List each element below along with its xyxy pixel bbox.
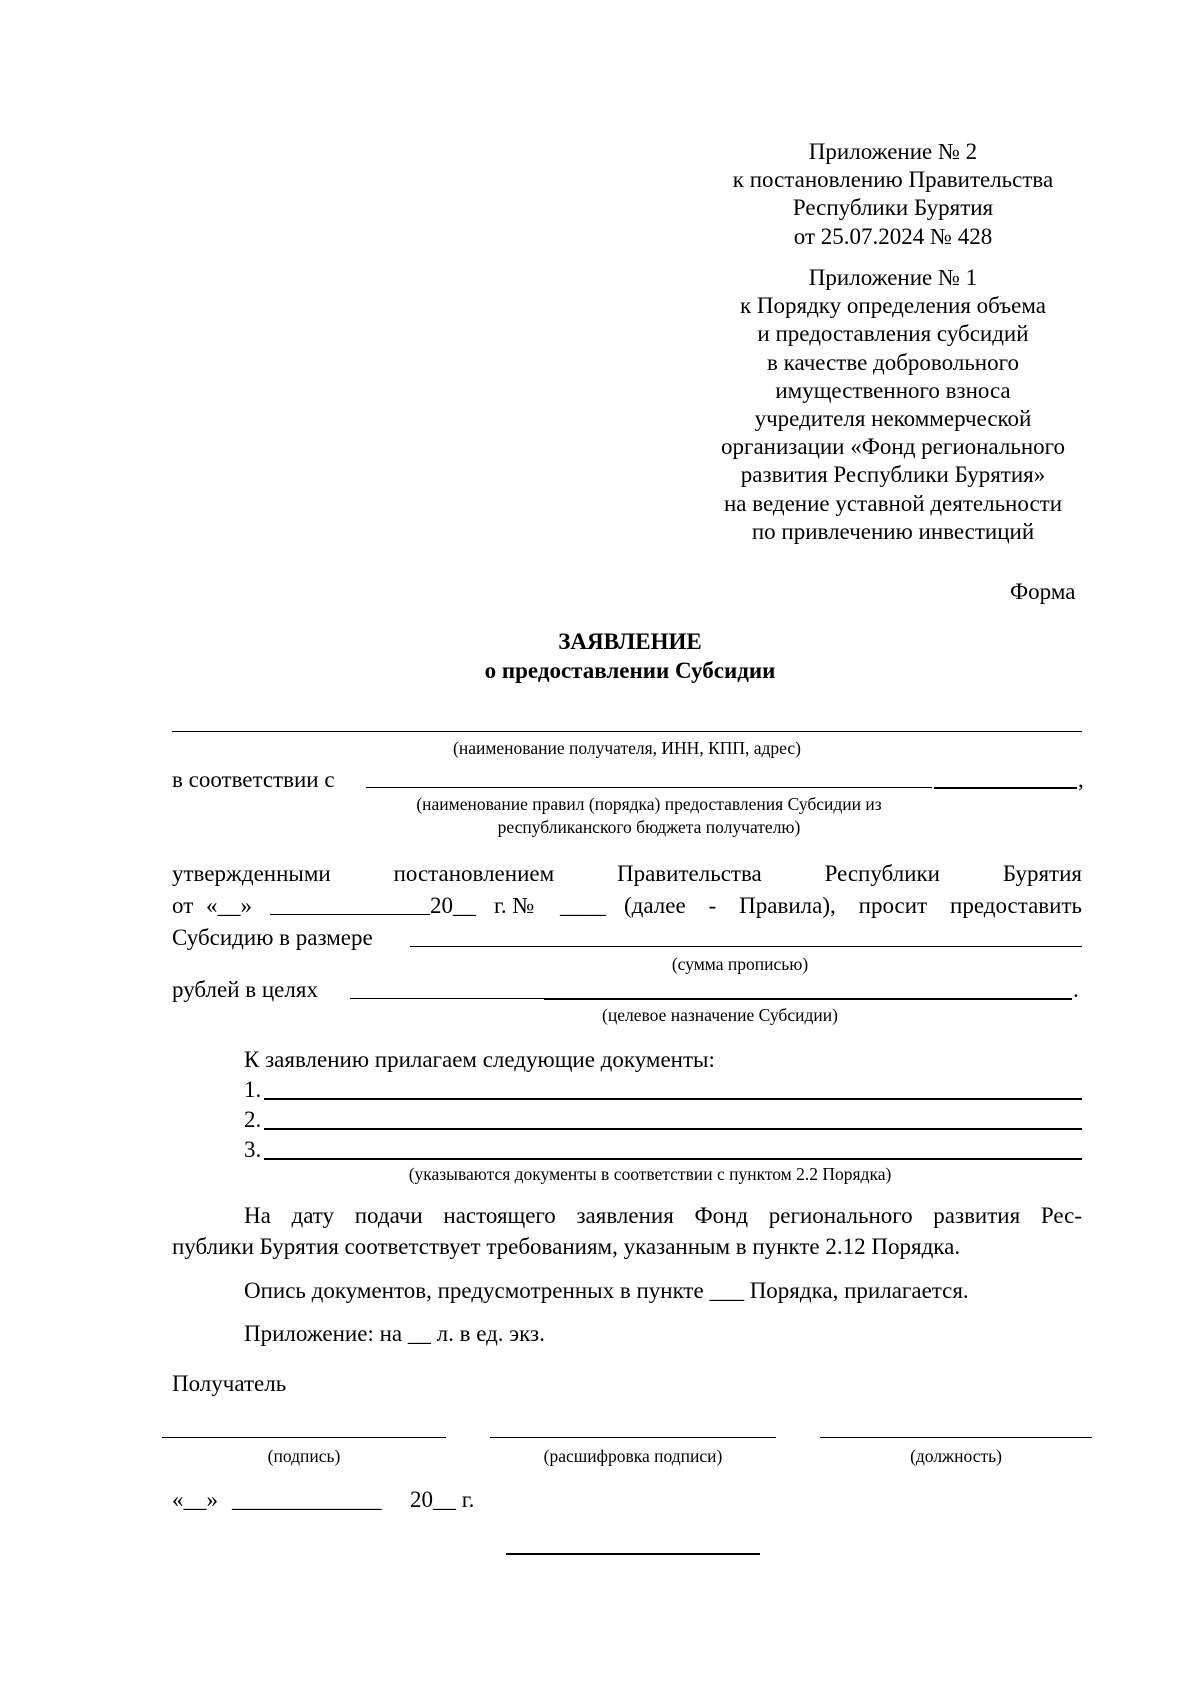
amount-prefix: Субсидию в размере: [172, 925, 373, 950]
rules-name-field[interactable]: [366, 787, 932, 788]
word: утвержденными: [172, 861, 331, 886]
document-item-number: 1.: [244, 1077, 262, 1102]
signature-decoding-hint: (расшифровка подписи): [543, 1446, 723, 1466]
header-appendix-1: [690, 264, 1096, 546]
footer-date-day[interactable]: «__»: [172, 1487, 218, 1512]
purpose-prefix: рублей в целях: [172, 977, 318, 1002]
header-line: развития Республики Бурятия»: [740, 462, 1046, 488]
header-line: и предоставления субсидий: [757, 321, 1029, 347]
position-field[interactable]: [820, 1437, 1092, 1438]
form-label: Форма: [1010, 579, 1076, 604]
header-line: по привлечению инвестиций: [751, 518, 1035, 544]
inventory-paragraph: Опись документов, предусмотренных в пункте ___ Порядка, прилагается.: [244, 1278, 969, 1303]
document-item-number: 2.: [244, 1107, 262, 1132]
document-subtitle: о предоставлении Субсидии: [484, 658, 776, 683]
accordance-hint-line2: республиканского бюджета получателю): [497, 817, 801, 837]
header-line: Приложение № 2: [808, 139, 978, 164]
position-hint: (должность): [910, 1446, 1002, 1466]
word: Бурятия: [1002, 861, 1082, 886]
date-from: от: [172, 893, 194, 918]
recipient-label: Получатель: [172, 1371, 287, 1396]
approved-line: [172, 860, 1082, 888]
signature-decoding-field[interactable]: [490, 1437, 776, 1438]
recipient-hint: (наименование получателя, ИНН, КПП, адрес): [453, 738, 801, 758]
number-label: г. №: [494, 893, 535, 918]
amount-field[interactable]: [410, 946, 1082, 947]
header-line: имущественного взноса: [775, 377, 1011, 403]
header-line: на ведение уставной деятельности: [723, 490, 1063, 516]
document-title: ЗАЯВЛЕНИЕ: [558, 629, 702, 654]
number-blank[interactable]: ____: [560, 893, 606, 918]
attachment-paragraph: Приложение: на __ л. в ед. экз.: [244, 1321, 545, 1346]
documents-hint: (указываются документы в соответствии с пунктом 2.2 Порядка): [408, 1164, 892, 1184]
footer-date-month[interactable]: _____________: [232, 1487, 382, 1512]
document-item-number: 3.: [244, 1137, 262, 1162]
signature-hint: (подпись): [267, 1446, 341, 1466]
header-line: от 25.07.2024 № 428: [793, 223, 993, 249]
document-item-field-3[interactable]: [264, 1158, 1082, 1160]
footer-date-year[interactable]: 20__ г.: [410, 1487, 475, 1512]
documents-intro: К заявлению прилагаем следующие документы:: [244, 1047, 715, 1072]
amount-hint: (сумма прописью): [671, 954, 809, 974]
purpose-field-a[interactable]: [350, 998, 544, 999]
compliance-paragraph-line1: На дату подачи настоящего заявления Фонд регионального развития Рес-: [244, 1203, 1082, 1228]
accordance-prefix: в соответствии с: [172, 767, 335, 792]
signature-field[interactable]: [162, 1437, 446, 1438]
header-line: Республики Бурятия: [792, 195, 994, 221]
purpose-field-b[interactable]: [544, 998, 1072, 1000]
closing-separator: [506, 1553, 760, 1555]
rules-name-field-extra[interactable]: [934, 787, 1077, 789]
header-appendix-2: [690, 138, 1096, 251]
date-month-field[interactable]: [270, 914, 430, 915]
word: Правительства: [616, 861, 762, 886]
document-item-field-2[interactable]: [264, 1128, 1082, 1130]
accordance-suffix: ,: [1078, 767, 1084, 792]
header-line: в качестве добровольного: [767, 349, 1019, 375]
date-year[interactable]: 20__: [430, 893, 476, 918]
compliance-paragraph-line2: публики Бурятия соответствует требованиям, указанным в пункте 2.12 Порядка.: [172, 1234, 961, 1259]
recipient-field[interactable]: [172, 731, 1082, 732]
header-line: Приложение № 1: [808, 265, 978, 290]
word: постановлением: [393, 861, 555, 886]
rules-ref-text: (далее - Правила), просит предоставить: [624, 893, 1082, 918]
header-line: учредителя некоммерческой: [754, 406, 1032, 432]
header-line: организации «Фонд регионального: [721, 434, 1065, 460]
accordance-hint-line1: (наименование правил (порядка) предоставления Субсидии из: [416, 794, 882, 814]
header-line: к постановлению Правительства: [732, 167, 1054, 193]
word: Республики: [824, 861, 940, 886]
purpose-hint: (целевое назначение Субсидии): [602, 1005, 838, 1025]
header-line: к Порядку определения объема: [739, 293, 1046, 319]
purpose-suffix: .: [1073, 977, 1079, 1002]
document-item-field-1[interactable]: [264, 1098, 1082, 1100]
date-day[interactable]: «__»: [206, 893, 252, 918]
